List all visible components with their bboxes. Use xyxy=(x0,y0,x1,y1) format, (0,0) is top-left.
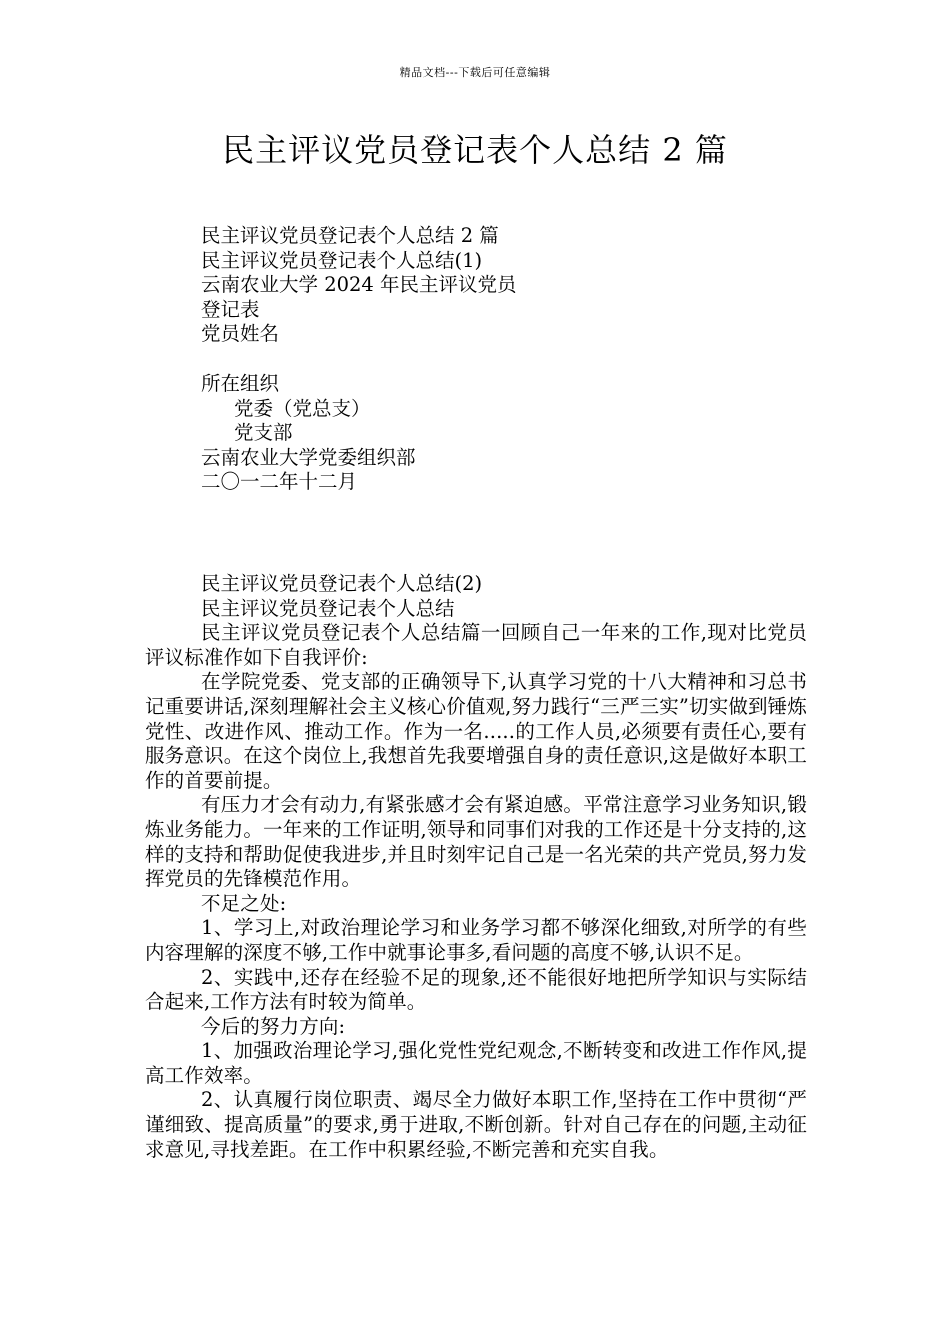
org-label: 所在组织 xyxy=(201,372,280,395)
part2-subheading: 民主评议党员登记表个人总结 xyxy=(201,596,455,620)
cover-line-part1: 民主评议党员登记表个人总结(1) xyxy=(201,248,483,272)
summary-section xyxy=(145,572,807,1162)
header-note: 精品文档---下载后可任意编辑 xyxy=(399,66,551,79)
cover-line-form: 登记表 xyxy=(201,297,260,321)
issue-date: 二〇一二年十二月 xyxy=(201,470,358,494)
part2-heading: 民主评议党员登记表个人总结(2) xyxy=(201,572,483,595)
cover-line-title: 民主评议党员登记表个人总结 2 篇 xyxy=(201,224,499,247)
paragraph-intro: 民主评议党员登记表个人总结篇一回顾自己一年来的工作,现对比党员评议标准作如下自我评价: xyxy=(145,621,807,669)
paragraph-direction-2: 2、认真履行岗位职责、竭尽全力做好本职工作,坚持在工作中贯彻“严谨细致、提高质量”的要求,勇于进取,不断创新。针对自己存在的问题,主动征求意见,寻找差距。在工作中积累经验,不断完善和充实自我。 xyxy=(145,1088,807,1161)
paragraph-shortcoming-1: 1、学习上,对政治理论学习和业务学习都不够深化细致,对所学的有些内容理解的深度不够,工作中就事论事多,看问题的高度不够,认识不足。 xyxy=(145,916,807,964)
paragraph-direction-1: 1、加强政治理论学习,强化党性党纪观念,不断转变和改进工作作风,提高工作效率。 xyxy=(145,1039,807,1087)
paragraph-shortcoming-2: 2、实践中,还存在经验不足的现象,还不能很好地把所学知识与实际结合起来,工作方法有时较为简单。 xyxy=(145,965,807,1014)
cover-section xyxy=(201,224,517,347)
party-branch-label: 党支部 xyxy=(234,421,293,445)
cover-line-university: 云南农业大学 2024 年民主评议党员 xyxy=(201,273,517,297)
party-committee-label: 党委（党总支） xyxy=(234,396,371,420)
cover-line-member-name: 党员姓名 xyxy=(201,322,280,346)
paragraph-leadership: 在学院党委、党支部的正确领导下,认真学习党的十八大精神和习总书记重要讲话,深刻理解社会主义核心价值观,努力践行“三严三实”切实做到锤炼党性、改进作风、推动工作。作为一名.....的工作人员,必须要有责任心,要有服务意识。在这个岗位上,我想首先我要增强自身的责任意识,这是做好本职工作的首要前提。 xyxy=(145,670,807,792)
organization-section xyxy=(201,372,416,495)
issuer: 云南农业大学党委组织部 xyxy=(201,445,416,469)
paragraph-direction-heading: 今后的努力方向: xyxy=(201,1014,346,1038)
paragraph-shortcomings-heading: 不足之处: xyxy=(201,891,287,915)
paragraph-motivation: 有压力才会有动力,有紧张感才会有紧迫感。平常注意学习业务知识,锻炼业务能力。一年来的工作证明,领导和同事们对我的工作还是十分支持的,这样的支持和帮助促使我进步,并且时刻牢记自己是一名光荣的共产党员,努力发挥党员的先锋模范作用。 xyxy=(145,793,807,891)
document-title: 民主评议党员登记表个人总结 2 篇 xyxy=(222,131,728,169)
